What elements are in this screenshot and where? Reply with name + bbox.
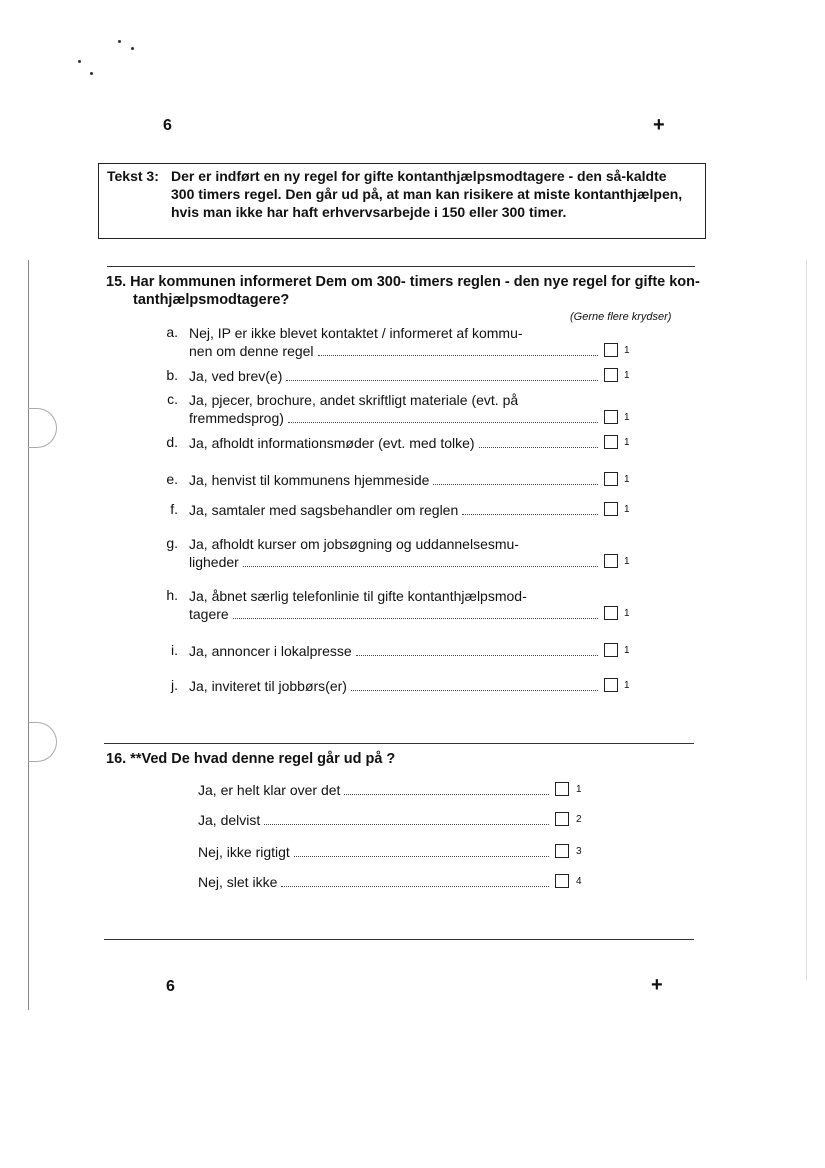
q15-checkbox[interactable] xyxy=(604,606,618,620)
answer-code: 1 xyxy=(624,412,630,423)
answer-code: 4 xyxy=(576,876,582,887)
q15-checkbox[interactable] xyxy=(604,368,618,382)
option-label: Ja, samtaler med sagsbehandler om reglen xyxy=(189,502,459,518)
info-text-box xyxy=(98,163,706,239)
q16-checkbox[interactable] xyxy=(555,844,569,858)
binder-margin-line xyxy=(28,260,29,1010)
leader-dots xyxy=(264,824,549,825)
option-letter: h. xyxy=(166,587,178,603)
option-label: Ja, er helt klar over det xyxy=(198,782,341,798)
option-label: Nej, ikke rigtigt xyxy=(198,844,290,860)
leader-dots xyxy=(243,566,598,567)
q16-checkbox[interactable] xyxy=(555,782,569,796)
leader-dots xyxy=(462,514,598,515)
q15-checkbox[interactable] xyxy=(604,472,618,486)
punch-hole xyxy=(28,722,57,762)
option-label: Ja, afholdt informationsmøder (evt. med tolke) xyxy=(189,435,475,451)
option-letter: b. xyxy=(166,367,178,383)
option-label: Ja, ved brev(e) xyxy=(189,368,283,384)
q16-title: 16. **Ved De hvad denne regel går ud på ? xyxy=(106,751,396,767)
option-label: Ja, inviteret til jobbørs(er) xyxy=(189,678,347,694)
section-divider xyxy=(107,266,695,267)
option-label: fremmedsprog) xyxy=(189,410,284,426)
q15-checkbox[interactable] xyxy=(604,410,618,424)
answer-code: 1 xyxy=(624,345,630,356)
plus-mark-bottom: + xyxy=(651,974,663,996)
answer-code: 1 xyxy=(624,680,630,691)
option-letter: j. xyxy=(171,677,178,693)
scan-speck xyxy=(78,60,81,63)
section-divider xyxy=(104,939,694,940)
scan-speck xyxy=(131,47,134,50)
section-divider xyxy=(104,743,694,744)
leader-dots xyxy=(294,856,549,857)
q15-checkbox[interactable] xyxy=(604,678,618,692)
leader-dots xyxy=(356,655,598,656)
option-letter: c. xyxy=(167,391,178,407)
right-edge-line xyxy=(806,260,807,980)
option-letter: f. xyxy=(170,501,178,517)
option-letter: i. xyxy=(171,642,178,658)
q15-title-continued: tanthjælpsmodtagere? xyxy=(133,292,290,308)
leader-dots xyxy=(351,690,598,691)
answer-code: 3 xyxy=(576,846,582,857)
answer-code: 1 xyxy=(624,645,630,656)
option-letter: e. xyxy=(166,471,178,487)
scan-speck xyxy=(90,72,93,75)
option-label: Ja, delvist xyxy=(198,812,261,828)
option-label: Ja, henvist til kommunens hjemmeside xyxy=(189,472,430,488)
q16-option-3 xyxy=(198,843,552,861)
answer-code: 2 xyxy=(576,814,582,825)
answer-code: 1 xyxy=(624,608,630,619)
q16-checkbox[interactable] xyxy=(555,812,569,826)
leader-dots xyxy=(286,380,598,381)
leader-dots xyxy=(318,355,598,356)
answer-code: 1 xyxy=(624,437,630,448)
q16-option-2 xyxy=(198,811,552,829)
leader-dots xyxy=(433,484,598,485)
option-label-line1: Ja, afholdt kurser om jobsøgning og uddannelsesmu- xyxy=(189,536,519,552)
option-letter: d. xyxy=(166,434,178,450)
q15-checkbox[interactable] xyxy=(604,435,618,449)
option-letter: g. xyxy=(166,535,178,551)
q15-title: 15. Har kommunen informeret Dem om 300- timers reglen - den nye regel for gifte kon- xyxy=(106,274,700,290)
q15-checkbox[interactable] xyxy=(604,343,618,357)
scan-speck xyxy=(118,40,121,43)
option-label-line1: Nej, IP er ikke blevet kontaktet / informeret af kommu- xyxy=(189,325,523,341)
q15-checkbox[interactable] xyxy=(604,643,618,657)
option-label: Nej, slet ikke xyxy=(198,874,278,890)
page-number-bottom: 6 xyxy=(166,978,175,995)
punch-hole xyxy=(28,408,57,448)
leader-dots xyxy=(344,794,549,795)
answer-code: 1 xyxy=(624,474,630,485)
text-box-label: Tekst 3: xyxy=(107,168,159,184)
leader-dots xyxy=(288,422,598,423)
option-label: Ja, annoncer i lokalpresse xyxy=(189,643,352,659)
q15-note: (Gerne flere krydser) xyxy=(570,311,672,323)
q16-checkbox[interactable] xyxy=(555,874,569,888)
option-label: tagere xyxy=(189,606,229,622)
answer-code: 1 xyxy=(624,556,630,567)
option-letter: a. xyxy=(166,324,178,340)
q15-checkbox[interactable] xyxy=(604,502,618,516)
option-label: nen om denne regel xyxy=(189,343,314,359)
option-label: ligheder xyxy=(189,554,239,570)
leader-dots xyxy=(479,447,598,448)
text-box-body: Der er indført en ny regel for gifte kontanthjælpsmodtagere - den så-kaldte 300 timers regel. Den går ud på, at man kan risikere at miste kontanthjælpen, hvis man ikke har haft erhvervsarbejde i 150 eller 300 timer. xyxy=(171,168,683,220)
answer-code: 1 xyxy=(624,504,630,515)
answer-code: 1 xyxy=(576,784,582,795)
leader-dots xyxy=(233,618,598,619)
page-number-top: 6 xyxy=(163,117,172,134)
q16-option-1 xyxy=(198,781,552,799)
answer-code: 1 xyxy=(624,370,630,381)
option-label-line1: Ja, åbnet særlig telefonlinie til gifte kontanthjælpsmod- xyxy=(189,588,527,604)
q15-checkbox[interactable] xyxy=(604,554,618,568)
option-label-line1: Ja, pjecer, brochure, andet skriftligt materiale (evt. på xyxy=(189,392,519,408)
leader-dots xyxy=(281,886,549,887)
q16-option-4 xyxy=(198,873,552,891)
plus-mark-top: + xyxy=(653,114,665,136)
